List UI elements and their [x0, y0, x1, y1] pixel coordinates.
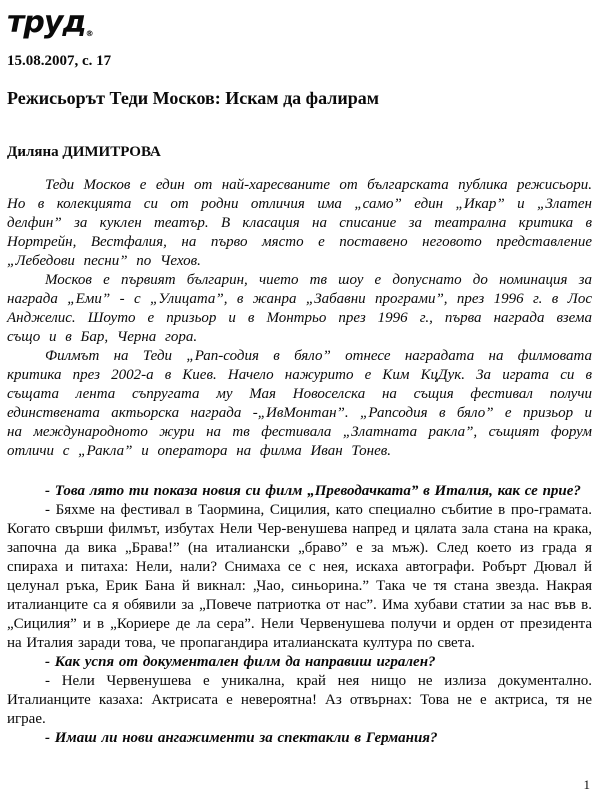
intro-paragraph-2: Москов е първият българин, чието тв шоу е допуснато до номинация за награда „Еми” - с „Улицата”, в жанра „Забавни програми”, през 1996 г. в Лос Анджелис. Шоуто е призьор и в Монтрьо през 1996 г., първа награда взема също и в Бар, Черна гора. — [7, 272, 592, 345]
intro-paragraph-1: Теди Москов е един от най-харесваните от българската публика режисьори. Но в колекцията си от родни отличия има „само” един „Икар” и „Златен делфин” за куклен театър. В класация на списание за театрална критика в Нортрейн, Вестфалия, на първо място е поставено неговото представление „Лебедови песни” по Чехов. — [7, 177, 592, 269]
question-2: - Как успя от документален филм да направиш игрален? — [45, 654, 436, 670]
question-1: - Това лято ти показа новия си филм „Преводачката” в Италия, как се прие? — [45, 483, 581, 499]
trud-logo — [7, 5, 592, 49]
intro-paragraph-3: Филмът на Теди „Рап-содия в бяло” отнесе наградата на филмовата критика през 2002-а в Киев. Начело нажурито е Ким КцДук. За играта си в същата лента съпругата му Мая Новоселска на същия фестивал получи единствената актьорска награда -„ИвМонтан”. „Рапсодия в бяло” е призьор и на международното жури на тв фестивала „Златната ракла”, същият форум отличи с „Ракла” и оператора на филма Иван Тонев. — [7, 348, 592, 459]
dateline: 15.08.2007, с. 17 — [7, 53, 112, 69]
page-number: 1 — [583, 777, 590, 792]
article-headline: Режисьорът Теди Москов: Искам да фалирам — [7, 88, 380, 108]
question-3: - Имаш ли нови ангажименти за спектакли в Германия? — [45, 730, 438, 746]
answer-1: - Бяхме на фестивал в Таормина, Сицилия, като специално събитие в про-грамата. Когато свърши филмът, избутах Нели Чер-венушева напред и цялата зала стана на крака, започна да вика „Брава!” (на италиански „браво” е за мъж). След което из града я спираха и питаха: Нели, нали? Снимаха се с нея, искаха автографи. Робърт Дювал й целунал ръка, Ерик Бана й викнал: „Чао, синьорина.” Така че тя стана звезда. Накрая италианците са я обявили за „Повече патриотка от нас”. Има хубави статии за нас във в. „Сицилия” и в „Кориере де ла сера”. Нели Червенушева получи и орден от президента на Италия заради това, че пропагандира италианската култура по света. — [7, 502, 592, 651]
article-body — [7, 176, 592, 748]
answer-2: - Нели Червенушева е уникална, край нея нищо не излиза документално. Италианците казаха: Актрисата е невероятна! Аз отвърнах: Това не е актриса, тя не играе. — [7, 673, 592, 727]
trud-logo-text: труд — [7, 5, 86, 40]
byline: Диляна ДИМИТРОВА — [7, 144, 161, 160]
registered-mark: ® — [85, 29, 94, 38]
